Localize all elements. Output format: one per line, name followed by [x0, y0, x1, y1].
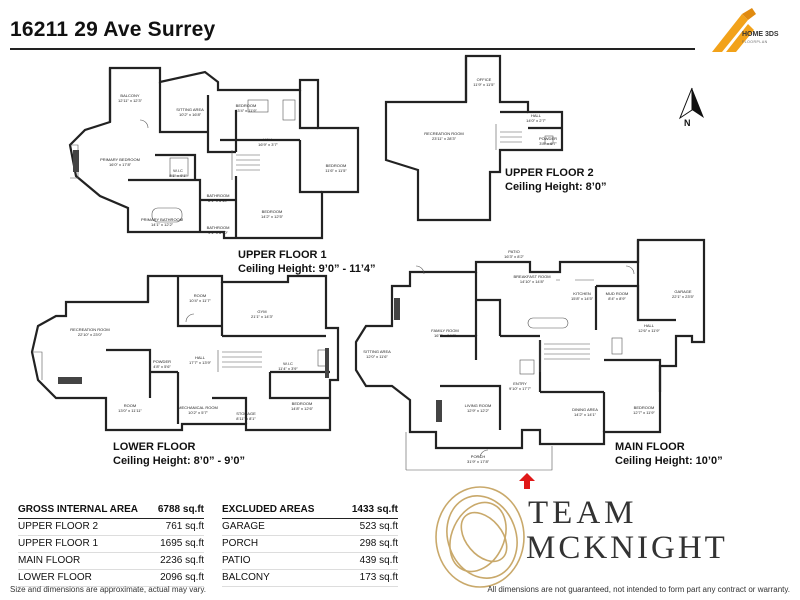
room-kitchen: KITCHEN 15’8” x 14’5”	[570, 291, 594, 301]
room-powder-upper: POWDER 3’8” x 6’7”	[539, 136, 557, 146]
room-bedroom-upper-c: BEDROOM 14’2” x 12’5”	[260, 209, 284, 219]
room-recreation-upper: RECREATION ROOM 23’11” x 28’3”	[424, 131, 464, 141]
room-storage: STORAGE 8’11” x 8’1”	[236, 411, 256, 421]
room-sitting-area-upper: SITTING AREA 10’2” x 16’8”	[176, 107, 204, 117]
table-row: LOWER FLOOR 2096 sq.ft	[18, 570, 204, 587]
room-hall-upper-2: HALL 14’0” x 2’7”	[526, 113, 546, 123]
room-bedroom-upper-b: BEDROOM 11’6” x 11’5”	[325, 163, 347, 173]
room-family: FAMILY ROOM 16’7” x 24’3”	[431, 328, 459, 338]
excluded-area-header: EXCLUDED AREAS 1433 sq.ft	[222, 502, 398, 519]
footer-disclaimer-right: All dimensions are not guaranteed, not intended to form part any contract or warranty.	[487, 585, 790, 594]
main-floor-outline	[356, 240, 704, 448]
room-hall-main: HALL 12’6” x 11’9”	[638, 323, 660, 333]
page-title: 16211 29 Ave Surrey	[10, 18, 216, 41]
room-primary-bathroom: PRIMARY BATHROOM 14’1” x 12’2”	[140, 217, 184, 227]
floor-label-main: MAIN FLOOR Ceiling Height: 10’0”	[615, 441, 723, 467]
room-porch: PORCH 31’9” x 17’8”	[466, 454, 490, 464]
room-room-lower-a: ROOM 10’4” x 11’7”	[189, 293, 211, 303]
room-room-lower-b: ROOM 13’0” x 11’11”	[118, 403, 142, 413]
room-bathroom-upper-b: BATHROOM 9’1” x 6’10”	[206, 225, 230, 235]
room-dining: DINING AREA 14’2” x 14’1”	[572, 407, 598, 417]
room-garage: GARAGE 22’1” x 23’5”	[671, 289, 695, 299]
room-mud: MUD ROOM 8’4” x 8’9”	[605, 291, 629, 301]
room-wic-lower: W.I.C 11’4” x 3’9”	[278, 361, 298, 371]
room-entry: ENTRY 9’10” x 17’7”	[508, 381, 532, 391]
room-hall-upper-1: HALL 16’9” x 3’7”	[258, 137, 278, 147]
table-row: GARAGE 523 sq.ft	[222, 519, 398, 536]
room-powder-lower: POWDER 4’8” x 5’6”	[153, 359, 171, 369]
room-office: OFFICE 11’9” x 11’5”	[473, 77, 495, 87]
room-bedroom-lower: BEDROOM 14’8” x 12’6”	[290, 401, 314, 411]
excluded-area-table	[222, 502, 398, 587]
table-row: UPPER FLOOR 1 1695 sq.ft	[18, 536, 204, 553]
table-row: BALCONY 173 sq.ft	[222, 570, 398, 587]
floor-label-upper-2: UPPER FLOOR 2 Ceiling Height: 8’0”	[505, 167, 607, 193]
room-recreation-lower: RECREATION ROOM 22’10” x 23’0”	[70, 327, 110, 337]
room-wic-upper: W.I.C 8’1” x 9’1”	[169, 168, 187, 178]
room-bathroom-upper-a: BATHROOM 8’1” x 5’10”	[206, 193, 230, 203]
room-mechanical: MECHANICAL ROOM 10’2” x 5’7”	[178, 405, 218, 415]
room-breakfast: BREAKFAST ROOM 14’10” x 14’8”	[513, 274, 551, 284]
room-primary-bedroom: PRIMARY BEDROOM 16’0” x 17’8”	[100, 157, 140, 167]
floor-label-lower: LOWER FLOOR Ceiling Height: 8’0” - 9’0”	[113, 441, 246, 467]
gross-area-table	[18, 502, 204, 587]
room-gym: GYM 21’1” x 14’3”	[250, 309, 274, 319]
room-balcony: BALCONY 12’11” x 12’3”	[118, 93, 142, 103]
footer-disclaimer-left: Size and dimensions are approximate, actual may vary.	[10, 585, 206, 594]
table-row: PATIO 439 sq.ft	[222, 553, 398, 570]
room-patio: PATIO 16’3” x 8’2”	[504, 249, 524, 259]
room-bedroom-upper-a: BEDROOM 13’4” x 11’9”	[235, 103, 257, 113]
room-living: LIVING ROOM 12’9” x 12’2”	[464, 403, 492, 413]
north-label: N	[684, 118, 691, 128]
team-name-line-1: TEAM	[528, 495, 638, 531]
room-hall-lower: HALL 17’7” x 13’9”	[188, 355, 212, 365]
room-bedroom-main: BEDROOM 12’7” x 11’9”	[633, 405, 655, 415]
table-row: PORCH 298 sq.ft	[222, 536, 398, 553]
gross-area-header: GROSS INTERNAL AREA 6788 sq.ft	[18, 502, 204, 519]
room-sitting-area-main: SITTING AREA 12’0” x 11’6”	[363, 349, 391, 359]
brand-tagline: FLOORPLAN	[742, 40, 768, 44]
brand-name: HOME 3DS	[742, 31, 779, 38]
table-row: UPPER FLOOR 2 761 sq.ft	[18, 519, 204, 536]
table-row: MAIN FLOOR 2236 sq.ft	[18, 553, 204, 570]
floor-label-upper-1: UPPER FLOOR 1 Ceiling Height: 9’0” - 11’4”	[238, 249, 376, 275]
team-name-line-2: MCKNIGHT	[526, 530, 728, 566]
